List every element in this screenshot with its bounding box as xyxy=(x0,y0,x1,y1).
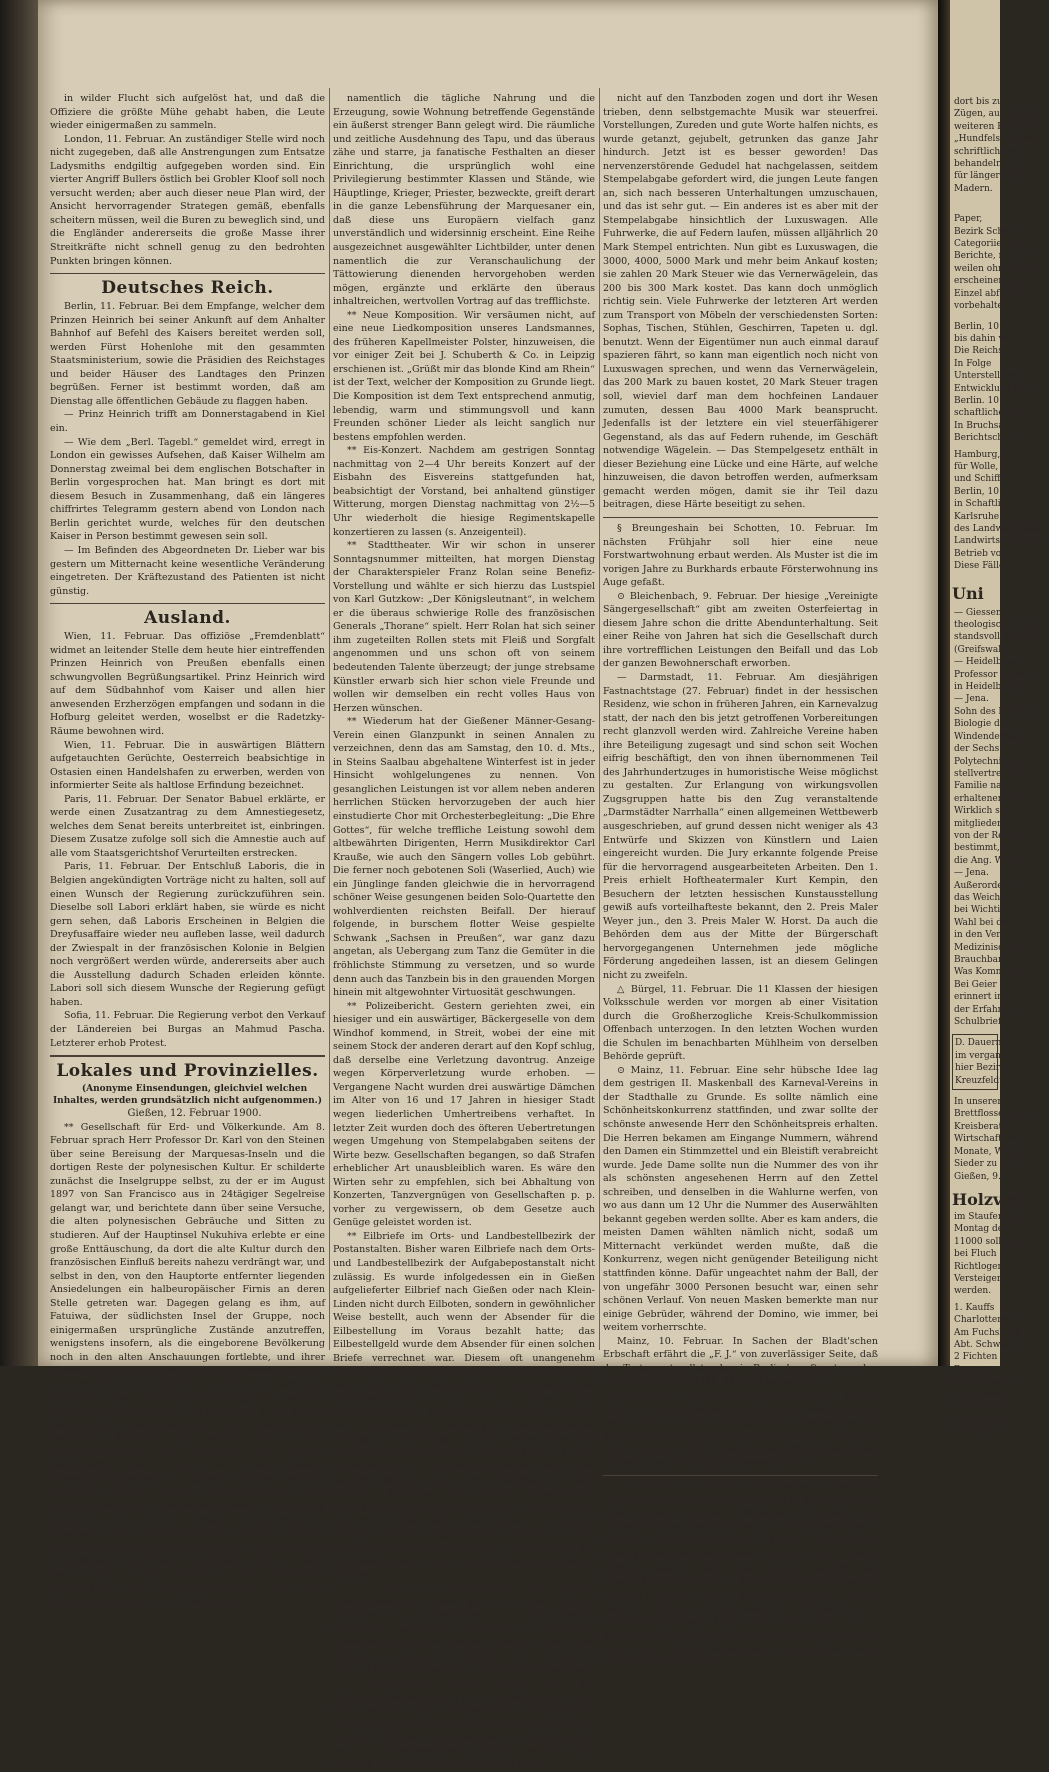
next-page-text-7: 1. Kauffs Charlottenbur Am Fuchsbrub Abt. Schwafbo 2 Fichten Romane. Abt. Fürstlich 2 Eichenst 1 Fichtens 96 Buchen- 90 Buchen xyxy=(954,1302,1022,1437)
next-page-text-4: Hamburg, 1 für Wolle, Ab und Schiffe Berlin, 10 in Schaftlich Karlsruhe des Landwirtschaft Landwirtschaftlicher Betrieb vom Diese Fälle xyxy=(954,449,1049,572)
article-gesellschaft: ** Gesellschaft für Erd- und Völkerkunde. Am 8. Februar sprach Herr Professor Dr. Karl von den Steinen über seine Bereisung der Marquesas-Inseln und die dortigen Reste der polynesischen Kultur. Er schilderte zunächst die Inselgruppe selbst, zu der er im August 1897 von San Francisco aus in 24tägiger Segelreise gelangt war, und berichtete dann über seine Versuche, die alten polynesischen Gebräuche und Sitten zu studieren. Auf der Hauptinsel Nukuhiva erlebte er eine große Enttäuschung, da dort die alte Kultur durch den französischen Einfluß bereits nahezu verdrängt war, und selbst in den, von den Hauptorte entfernter liegenden Ansiedelungen ein halbeuropäischer Firnis an deren Stelle getreten war. Dagegen gelang es ihm, auf Fatuiwa, der südlichsten Insel der Gruppe, noch einigermaßen ursprüngliche Zustände anzutreffen, wenigstens insofern, als die eingeborene Bevölkerung noch in den alten Anschauungen fortlebte, und ihrer eigenartigen Vergangenheit noch viel gedachte. So war es denn hier auch möglich, zum Teil sehr wertvolle Nachrichten über die sozialen und religiösen Ansichten der alten Marquesaner zu erhalten, die u. a. auf die vor Jahrhunderten vorgenommene letzte polynesische Wanderung deutliches Licht werfen, da die alten Herzengeschlechter teils paarweise die Namen polynesischer Inseln tragen, wie Wawau, Sawaii (Hawaiki), Tongatabu, Fiti. Dadurch wird die bisherige Annahme, daß die Gebiet der Samoa-Inseln der Ausgangspunkt der Wanderung gewesen sei, kräftig gestützt. Aus dem reichen Schatze der geschilderten Gebräuche und Eigentümlichkeiten hob der Redner besonders hervor die wenigstens in ihrer extremen Ausbildung auf die Südsee beschränkte Sitte des Tabu oder Tapu, durch welches über Personen, Oertlichkeiten, wie die Marai, die alten Tempel- und Opferstätten, und auch über zahlreiche, xyxy=(50,1121,325,1607)
article-stempelgesetz-continued: nicht auf den Tanzboden zogen und dort ihr Wesen trieben, denn selbstgemachte Musik war steuerfrei. Vorstellungen, Zureden und gute Worte halfen nichts, es wurde getanzt, gejubelt, getrunken das ganze Jahr hindurch. Jetzt ist es besser geworden! Das nervenzerstörende Gedudel hat nachgelassen, seitdem Stempelabgabe gefordert wird, die jungen Leute fangen an, sich nach besseren Unterhaltungen umzuschauen, und das ist sehr gut. — Ein anderes ist es aber mit der Stempelabgabe hinsichtlich der Luxuswagen. Alle Fuhrwerke, die auf Federn laufen, müssen alljährlich 20 Mark Stempel entrichten. Nun gibt es Luxuswagen, die 3000, 4000, 5000 Mark und mehr beim Ankauf kosten; sie zahlen 20 Mark Steuer wie das Vernerwägelein, das 200 bis 300 Mark kostet. Das kann doch unmöglich richtig sein. Viele Fuhrwerke der letzteren Art werden zum Transport von Möbeln der verschiedensten Sorten: Sophas, Tischen, Stühlen, Geschirren, Tapeten u. dgl. benutzt. Wenn der Eigentümer nun auch einmal darauf spazieren fährt, so kann man eigentlich noch nicht von Luxuswagen sprechen, und wenn das Vernerwägelein, das 200 Mark zu bauen kostet, 20 Mark Steuer tragen soll, wieviel darf man dem hochfeinen Landauer zumuten, dessen Bau 4000 Mark beansprucht. Jedenfalls ist der letztere ein viel steuerfähigerer Gegenstand, als das auf Federn ruhende, im Geschäft notwendige Wägelein. — Das Stempelgesetz enthält in dieser Beziehung eine Lücke und eine Härte, auf welche hinzuweisen, die davon betroffen werden, aufmerksam gemacht werden mögen, damit sie ihr Teil dazu beitragen, diese Härte beseitigt zu sehen. xyxy=(603,93,878,511)
article-berlin: Berlin, 11. Februar. Bei dem Empfange, welcher dem Prinzen Heinrich bei seiner Ankunft auf dem Anhalter Bahnhof auf Befehl des Kaisers bereitet werden soll, werden Fürst Hohenlohe mit den gesammten Staatsministerium, sowie die Präsidien des Reichstages und beider Häuser des Landtages den Prinzen begrüßen. Ferner ist bestimmt worden, daß am Dienstag alle öffentlichen Gebäude zu flaggen haben. xyxy=(50,301,325,407)
article-stadttheater: ** Stadttheater. Wir wir schon in unserer Sonntagsnummer mitteilten, hat morgen Dienstag der Charakterspieler Franz Rolan seine Benefiz-Vorstellung und wählte er sich hierzu das Lustspiel von Karl Gutzkow: „Der Königsleutnant“, in welchem er die überaus schwierige Rolle des französischen Generals „Thorane“ spielt. Herr Rolan hat sich seiner ihm zugeteilten Rollen stets mit Fleiß und Sorgfalt angenommen und uns schon oft von seinem bedeutenden Talente überzeugt; der junge strebsame Künstler erwarb sich hier schon viele Freunde und wollen wir demselben ein recht volles Haus von Herzen wünschen. xyxy=(333,540,595,714)
next-page-heading-univ: Uni xyxy=(952,583,984,603)
article-lieber: — Im Befinden des Abgeordneten Dr. Lieber war bis gestern um Mitternacht keine wesentliche Veränderung eingetreten. Der Kräftezustand des Patienten ist nicht günstig. xyxy=(50,544,325,597)
section-heading-lokales: Lokales und Provinzielles. xyxy=(56,1061,319,1082)
article-tageblatt: — Wie dem „Berl. Tagebl.“ gemeldet wird, erregt in London ein gewisses Aufsehen, daß Kaiser Wilhelm am Donnerstag zweimal bei dem englischen Botschafter in Berlin vorgesprochen hat. Man bringt es dort mit diesem Besuch in Zusammenhang, daß ein längeres chiffrirtes Telegramm gestern abend von London nach Berlin gerichtet wurde, welches für den deutschen Kaiser in Person bestimmt gewesen sein soll. xyxy=(50,436,325,543)
section-heading-deutsches-reich: Deutsches Reich. xyxy=(101,278,274,299)
article-tabu-continued: namentlich die tägliche Nahrung und die Erzeugung, sowie Wohnung betreffende Gegenstände ein äußerst strenger Bann gelegt wird. Die räumliche und zeitliche Ausdehnung des Tapu, und das überaus zähe und starre, ja fanatische Festhalten an dieser Einrichtung, die ursprünglich wohl eine Privilegierung bestimmter Klassen und Stände, wie Häuptlinge, Krieger, Priester, bezweckte, greift derart in die ganze Lebensführung der Marquesaner ein, daß diese uns Europäern vielfach ganz unverständlich und widersinnig erscheint. Eine Reihe ausgezeichnet ausgewählter Lichtbilder, unter denen namentlich die zur Veranschaulichung der Tättowierung dienenden hervorgehoben werden mögen, ergänzte und erklärte den überaus inhaltreichen, wertvollen Vortrag auf das trefflichste. xyxy=(333,93,595,308)
next-page-text-1: dort bis zu Zügen, ausgestellt weiteren Bearbeit „Hundfelsen, vor schriftlich vorzu behandeln in für längere Zeit Madern. xyxy=(954,97,1039,194)
article-eilbriefe: ** Eilbriefe im Orts- und Landbestellbezirk der Postanstalten. Bisher waren Eilbriefe nach dem Orts- und Landbestellbezirk der Aufgabepostanstalt nicht zulässig. Es wurde infolgedessen ein in Gießen aufgelieferter Eilbrief nach Gießen oder nach Klein-Linden nicht durch Eilboten, sondern in gewöhnlicher Weise bestellt, auch wenn der Absender für die Eilbestellung im Voraus bezahlt hatte; das Eilbestellgeld wurde dem Absender für einen solchen Briefe verrechnet war. Diesem oft unangenehm empfundenen Uebelstande wird nunmehr abgeholfen. Vom 1. April d. Js. ab, sind fortan auch gewöhnliche Eilbriefsendungen nach dem Orts- und Landbestellbezirk der Aufgabepostanstalt zulässig. An Gebühren für derartige Eilbriefsendungen gelangen zur Erhebung: a) im Orte selbst neben der gewöhnlichen Gebühr für die Sendung 25 Pfg. Eilbotenlohn. b) bei Briefsendungen nach dem Landbestellbezirk: neben der tarifmäßigen Gebühr für die Sendung, die wirklich erwachsenden Botenkosten, mindestens aber 25 Pfg. Sind die entstehenden Botenkosten nicht bekannt, so hat der Absender einen angemessenen Betrag bei der Aufgabepostanstalt zu hinterlegen. Die Zahlung der Botenkosten kann auch dem Empfänger überlassen bleiben. xyxy=(333,1230,595,1581)
article-intro: in wilder Flucht sich aufgelöst hat, und daß die Offiziere die größte Mühe gehabt haben, die Leute wieder einigermaßen zu sammeln. xyxy=(50,93,325,132)
article-bingen: Bingen, 10. Februar. Der Absatz des neuen 1899er Weines ist zurzeit in hiesiger Gegend in vollem Gange. Nach den bis jetzt stattgehabten Ergebnissen ist derselbe im allgemeinen ein sehr rassiger, reintöniger Wein, der an den 1897er weit heranreicht und wird etwa beinahe dem 1895er gleichkommen dürfte. xyxy=(603,1389,878,1469)
column-separator-2 xyxy=(599,88,600,1350)
article-stempelgesetz: ** Ueber die Wirkungen des neuen Stempelgesetzes haben sich in Ihrer Zeitung Stimmen aus Starkenburg und Rheinhessen vernehmen lassen. Ich gebe gern zu, daß diese Stimmen im großen Ganzen sich an dem einen wichtigen Gegenstand beteiligten. Da sei nun in erster Linie hervorgehoben, daß das Stempelgesetz in segensreicher Weise gerade auf das Ziehharmonikawesen und den Tanzunfug gewirkt hat. Schon vor zehn und mehr Jahren hat der „Gießener Anzeiger“ in seinen „Landwirtschaftlichen Beiträgen“ auf den Mißbrauch hingewiesen, der allsonntäglich mit der Ziehharmonika getrieben wurde. Kein Sonntag verging, an dem die jungen Leute xyxy=(333,1583,595,1771)
article-eis-konzert: ** Eis-Konzert. Nachdem am gestrigen Sonntag nachmittag von 2—4 Uhr bereits Konzert auf der Eisbahn des Eisvereins stattgefunden hat, beabsichtigt der Vorstand, bei anhaltend günstiger Witterung, morgen Dienstag nachmittag von 2½—5 Uhr wiederholt die hiesige Regimentskapelle konzertieren zu lassen (s. Anzeigenteil). xyxy=(333,445,595,538)
section-rule xyxy=(50,273,325,274)
dateline: Gießen, 12. Februar 1900. xyxy=(127,1108,262,1120)
page-gutter-shadow xyxy=(938,0,950,1366)
article-breungeshain: § Breungeshain bei Schotten, 10. Februar. Im nächsten Frühjahr soll hier eine neue Forstwartwohnung erbaut werden. Als Muster ist die im vorigen Jahre zu Burkhards erbaute Försterwohnung ins Auge gefaßt. xyxy=(603,522,878,589)
column-1 xyxy=(50,92,325,1608)
column-separator-1 xyxy=(329,88,330,1350)
article-maenner-gesang-verein: ** Wiederum hat der Gießener Männer-Gesang-Verein einen Glanzpunkt in seinen Annalen zu verzeichnen, denn das am Samstag, den 10. d. Mts., in Steins Saalbau abgehaltene Winterfest ist in jeder Hinsicht wohlgelungenes zu nennen. Von gesanglichen Leistungen ist vor allem neben anderen herrlichen Stücken hervorzugeben der auch hier einstudierte Chor mit Orchesterbegleitung: „Die Ehre Gottes“, für welche treffliche Leistung sowohl dem altbewährten Dirigenten, Herrn Musikdirektor Carl Krauße, wie auch den Sängern volles Lob gebührt. Die ferner noch gebotenen Soli (Waserlied, Auch) wie ein Jünglinge fanden gleichwie die in hervorragend schöner Weise gesungenen beiden Solo-Quartette den wohlverdienten reichsten Beifall. Der hierauf folgende, in burschem flotter Weise gespielte Schwank „Sachsen in Preußen“, war ganz dazu angetan, als Uebergang zum Tanz die Gemüter in die fröhlichste Stimmung zu versetzen, und so wurde denn auch das Tanzbein bis in den grauenden Morgen hinein mit altgewohnter Virtuosität geschwungen. xyxy=(333,716,595,999)
next-page-text-holz: im Staufenberg Montag de 11000 sollen in bei Fluch Richtloger Versteigert werden. xyxy=(954,1211,1025,1297)
article-neue-komposition: ** Neue Komposition. Wir versäumen nicht, auf eine neue Liedkomposition unseres Landsmannes, des früheren Kapellmeister Polster, hinzuweisen, die vor einiger Zeit bei J. Schuberth & Co. in Leipzig erschienen ist. „Grüßt mir das blonde Kind am Rhein“ ist der Text, welcher der Komposition zu Grunde liegt. Die Komposition ist dem Text entsprechend anmutig, lebendig, warm und stimmungsvoll und kann Freunden schöner Lieder als leicht sanglich nur bestens empfohlen werden. xyxy=(333,309,595,443)
article-paris-2: Paris, 11. Februar. Der Entschluß Laboris, die in Belgien angekündigten Vorträge nicht zu halten, soll auf einen Wunsch der Regierung zurückzuführen sein. Dieselbe soll Labori erklärt haben, sie würde es nicht gern sehen, daß Laboris Erscheinen in Belgien die Dreyfusaffaire wieder neu aufleben lasse, weil dadurch der Zwiespalt in der französischen Kolonie in Belgien noch vergrößert werden würde, andererseits aber auch die Ausstellung dadurch Schaden erleiden könnte. Labori soll sich diesem Wunsche der Regierung gefügt haben. xyxy=(50,861,325,1008)
article-buergel: △ Bürgel, 11. Februar. Die 11 Klassen der hiesigen Volksschule werden vor morgen ab einer Visitation durch die Großherzogliche Kreis-Schulkommission Offenbach unterzogen. In den letzten Wochen wurden die Schulen im benachbarten Mühlheim von derselben Behörde geprüft. xyxy=(603,983,878,1063)
article-sofia: Sofia, 11. Februar. Die Regierung verbot den Verkauf der Ländereien bei Burgas an Mahmud Pascha. Letzterer erhob Protest. xyxy=(50,1010,325,1049)
section-rule xyxy=(50,603,325,604)
next-page-fragment xyxy=(950,0,1049,1437)
article-paris-1: Paris, 11. Februar. Der Senator Babuel erklärte, er werde einen Zusatzantrag zu dem Amnestiegesetz, welches dem Senat bereits unterbreitet ist, einbringen. Diesem Zusatze zufolge soll sich die Amnestie auch auf alle vom Staatsgerichtshof Verurteilten erstrecken. xyxy=(50,793,325,859)
section-rule xyxy=(603,517,878,518)
article-darmstadt: — Darmstadt, 11. Februar. Am diesjährigen Fastnachtstage (27. Februar) findet in der hessischen Residenz, wie schon in früheren Jahren, ein Karnevalzug statt, der nach den bis jetzt getroffenen Vorbereitungen recht glanzvoll werden wird. Zahlreiche Vereine haben ihre Beteiligung zugesagt und sind schon seit Wochen eifrig beschäftigt, den von ihnen übernommenen Teil des Jahrhundertzuges in humoristische Weise möglichst zu gestalten. Zur Erlangung von wirkungsvollen Zugsgruppen hatte bis den Zug veranstaltende „Darmstädter Narrhalla“ einen allgemeinen Wettbewerb ausgeschrieben, auf grund dessen nicht weniger als 43 Entwürfe und Skizzen von Künstlern und Laien eingereicht wurden. Die Jury erkannte folgende Preise für die hervorragend ausgearbeiteten Arbeiten. Den 1. Preis erhielt Hoftheatermaler Kurt Kempin, den Besuchern der letzten hessischen Kunstausstellung gewiß aufs vorteilhafteste bekannt, den 2. Preis Maler Weyer jun., den 3. Preis Maler W. Horst. Da auch die Behörden dem aus der Mitte der Bürgerschaft hervorgegangenen Unternehmen jede mögliche Förderung angedeihen lassen, ist an diesem Gelingen nicht zu zweifeln. xyxy=(603,671,878,981)
next-page-text-6: In unseren Brettflossentrade Kreisberater Wirtschaftlich Monate, Wiede Sieder zu Wi Gießen, 9. xyxy=(954,1097,1034,1182)
article-fritzlar: m. Fritzlar, 11. Februar. Wildschweine treiben seit längerer Zeit wieder arges Unwesen in den um unsere Stadt herum gelegenen Waldungen. Nachdem vor einigen Wochen etwa 10 Stück in den Engliser Wäldern von den Herren Oberförster Krause, Buchenzholt, Ludwig und anderen Herren von hier zur Strecke gebracht worden, hatten sich gestern wieder eine Anzahl hiesiger Herren in den Fritzlarer Wald auf die Saujagd begeben. Herr Kataster-Kontrolleur Sewig hatte das Glück, im Hinterwald am Mittelberg einen 130-Pfund schweren Keiler zu erlegen. Auch in den gräflichen Jagdgebiet um Bergheim herum, machten sich ganze Rudel Wildschweine bemerkbar. Herr Amtmann Humburg von xyxy=(603,1481,878,1669)
next-page-text-5: — Giessen theologischen Fak standsvoll den Sch (Greifswald) — Heidelberg Professor an der in Heidelberg ge — Jena. Sohn des bekannt Biologie der Windendenberg der Sechs Polytechnischen stellvertretende Familie nach erhaltenen Prof Wirklich sein mitglieder von der Reichs bestimmt, ob die Ang. Wust — Jena. Außerordentl das Weich. bei Wichtig Wahl bei der in den Verlag Medizinischen Brauchbar Was Kommunis Bei Geier erinnert in der Erfahrung Schulbrief xyxy=(954,607,1040,1028)
section-subheading: (Anonyme Einsendungen, gleichviel welchen Inhaltes, werden grundsätzlich nicht aufgenommen.) xyxy=(52,1084,323,1107)
article-polizeibericht: ** Polizeibericht. Gestern geriehten zwei, ein hiesiger und ein auswärtiger, Bäckergeselle von dem Windhof kommend, in Streit, wobei der eine mit seinem Stock der anderen derart auf den Kopf schlug, daß derselbe eine Verletzung davontrug. Anzeige wegen Körperverletzung wurde erhoben. — Vergangene Nacht wurden drei auswärtige Dämchen im Alter von 16 und 17 Jahren in hiesiger Stadt wegen liederlichen Umhertreibens verhaftet. In letzter Zeit wurden doch des öfteren Uebertretungen wegen Umgehung von Stempelabgaben seitens der Wirte bezw. Gesellschaften begangen, so daß Strafen erheblicher Art unausbleiblich waren. Es wäre den Wirten sehr zu empfehlen, sich bei Abhaltung von Konzerten, Tanzvergnügen von Gesellschaften p. p. vorher zu vergewissern, ob dem Gesetze auch Genüge geleistet worden ist. xyxy=(333,1000,595,1229)
column-3 xyxy=(603,92,878,1670)
article-mainz-1: ⊙ Mainz, 11. Februar. Eine sehr hübsche Idee lag dem gestrigen II. Maskenball des Karneval-Vereins in der Stadthalle zu Grunde. Es sollte nämlich eine Schönheitskonkurrenz stattfinden, und zwar sollte der schönste anwesende Herr den Schönheitspreis erhalten. Die Herren bekamen am Eingange Nummern, während den Damen ein Stimmzettel und ein Bleistift verabreicht wurde. Jede Dame sollte nun die Nummer des von ihr als schönsten angesehenen Herrn auf den Zettel schreiben, und denselben in die Wahlurne werfen, von wo aus dann um 12 Uhr die Nummer des Auserwählten bekannt gegeben werden sollte. Aber es kam anders, die meisten Damen wählten nämlich nicht, sodaß um Mitternacht verkündet werden mußte, daß die Konkurrenz, wegen nicht genügender Beteiligung nicht stattfinden könne. Dafür ungeachtet nahm der Ball, der von ungefähr 3000 Personen besucht war, einen sehr schönen Verlauf. Von neuen Masken bemerkte man nur einige Gebrüder, während der Domino, wie immer, bei weitem vorherrschte. xyxy=(603,1064,878,1334)
article-prinz-heinrich: — Prinz Heinrich trifft am Donnerstagabend in Kiel ein. xyxy=(50,409,325,435)
article-london: London, 11. Februar. An zuständiger Stelle wird noch nicht zugegeben, daß alle Anstrengungen zum Entsatze Ladysmiths endgiltig aufgegeben worden sind. Ein vierter Angriff Bullers östlich bei Grobler Kloof soll noch versucht werden; aber auch dieser neue Plan wird, der Ansicht hervorragender Strategen gemäß, ebenfalls scheitern müssen, weil die Buren zu beweglich sind, und die Engländer andererseits die große Masse ihrer Streitkräfte nicht schnell genug zu den bedrohten Punkten bringen können. xyxy=(50,133,325,267)
next-page-boxed-notice: D. Dauern im vergangenen hier Bezirk Kreuzfeldt xyxy=(952,1034,998,1090)
section-heading-ausland: Ausland. xyxy=(144,608,231,629)
article-wien-1: Wien, 11. Februar. Das offiziöse „Fremdenblatt“ widmet an leitender Stelle dem heute hier eintreffenden Prinzen Heinrich von Preußen ebenfalls einen schwungvollen Begrüßungsartikel. Prinz Heinrich wird auf dem Südbahnhof vom Kaiser und allen hier anwesenden Erzherzögen empfangen und sodann in die Hofburg geleitet werden, woselbst er die Radetzky-Räume bewohnen wird. xyxy=(50,631,325,737)
book-binding xyxy=(0,0,38,1366)
column-2 xyxy=(333,92,595,1772)
article-bleichenbach: ⊙ Bleichenbach, 9. Februar. Der hiesige „Vereinigte Sängergesellschaft“ gibt am zweiten Osterfeiertag in diesem Jahre schon die dritte Abendunterhaltung. Seit einer Reihe von Jahren hat sich die Gesellschaft durch ihre vortrefflichen Leistungen den Beifall und das Lob der ganzen Bewohnerschaft erworben. xyxy=(603,590,878,670)
article-wien-2: Wien, 11. Februar. Die in auswärtigen Blättern aufgetauchten Gerüchte, Oesterreich beabsichtige in Ostasien einen Handelshafen zu erwerben, werden von informierter Seite als haltlose Erfindung bezeichnet. xyxy=(50,739,325,792)
next-page-text-2: Paper, Bezirk Schwer Categoriieren Berichte, mit die weilen ohne Grenz erscheinen, ab Einzel abführen vorbehalten. xyxy=(954,214,1040,312)
article-mainz-2: Mainz, 10. Februar. In Sachen der Bladt'schen Erbschaft erfährt die „F. J.“ von zuverlässiger Seite, daß der Testamentsvollstrecker in Berlin beauftragt worden ist, der Stadt Mainz Mk. 275 000 auszuzahlen. xyxy=(603,1335,878,1388)
section-rule xyxy=(603,1475,878,1476)
section-rule xyxy=(50,1055,325,1057)
next-page-text-3: Berlin, 10 bis dahin ver Die Reichs In Folge Unterstellung Entwicklung bei Berlin. 10 schaftlichen Ge In Bruchsal, Berichtschaft xyxy=(954,321,1029,444)
next-page-heading-holz: Holzver xyxy=(952,1189,1021,1209)
